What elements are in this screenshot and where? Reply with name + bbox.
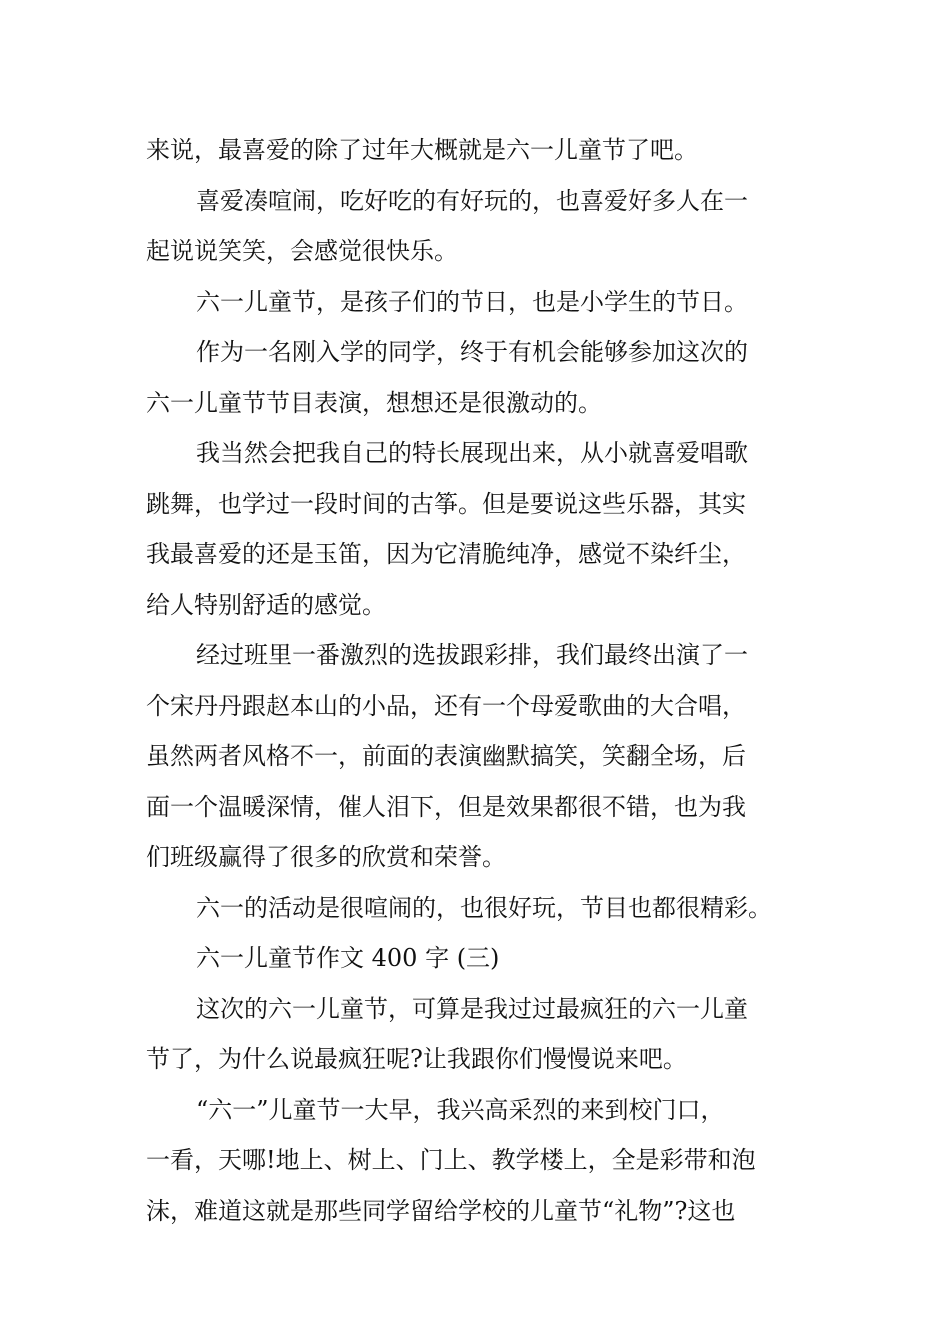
text-line: 来说，最喜爱的除了过年大概就是六一儿童节了吧。 [146,136,698,164]
text-line: 一看，天哪!地上、树上、门上、教学楼上，全是彩带和泡 [146,1146,756,1174]
text-line: 作为一名刚入学的同学，终于有机会能够参加这次的 [196,338,748,366]
paragraph [146,630,808,883]
paragraph [146,327,808,428]
text-line: 我最喜爱的还是玉笛，因为它清脆纯净，感觉不染纤尘， [146,540,746,568]
paragraph [146,933,808,984]
paragraph [146,176,808,277]
text-line: 起说说笑笑，会感觉很快乐。 [146,237,458,265]
paragraph [146,883,808,934]
text-line: 我当然会把我自己的特长展现出来，从小就喜爱唱歌 [196,439,748,467]
text-line: 这次的六一儿童节，可算是我过过最疯狂的六一儿童 [196,994,748,1023]
paragraph [146,1085,808,1237]
text-line: 虽然两者风格不一，前面的表演幽默搞笑，笑翻全场，后 [146,742,746,770]
text-line: 给人特别舒适的感觉。 [146,590,386,619]
text-line: 六一儿童节，是孩子们的节日，也是小学生的节日。 [196,287,748,316]
paragraph [146,984,808,1085]
paragraph [146,125,808,176]
text-line: 面一个温暖深情，催人泪下，但是效果都很不错，也为我 [146,792,746,821]
text-line: 六一的活动是很喧闹的，也很好玩，节目也都很精彩。 [196,893,772,922]
text-line: 喜爱凑喧闹，吃好吃的有好玩的，也喜爱好多人在一 [196,186,748,215]
text-line: 跳舞，也学过一段时间的古筝。但是要说这些乐器，其实 [146,489,746,518]
paragraph [146,428,808,630]
text-line: 个宋丹丹跟赵本山的小品，还有一个母爱歌曲的大合唱， [146,691,746,720]
text-line: 沫，难道这就是那些同学留给学校的儿童节“礼物”?这也 [146,1196,736,1225]
text-line: 节了，为什么说最疯狂呢?让我跟你们慢慢说来吧。 [146,1045,687,1073]
text-line: 六一儿童节作文 400 字 (三) [196,944,500,972]
text-line: 们班级赢得了很多的欣赏和荣誉。 [146,843,506,871]
text-line: 经过班里一番激烈的选拔跟彩排，我们最终出演了一 [196,641,748,669]
paragraph [146,277,808,328]
document-body [146,125,808,1236]
text-line: 六一儿童节节目表演，想想还是很激动的。 [146,388,602,417]
text-line: “六一”儿童节一大早，我兴高采烈的来到校门口， [196,1095,725,1124]
